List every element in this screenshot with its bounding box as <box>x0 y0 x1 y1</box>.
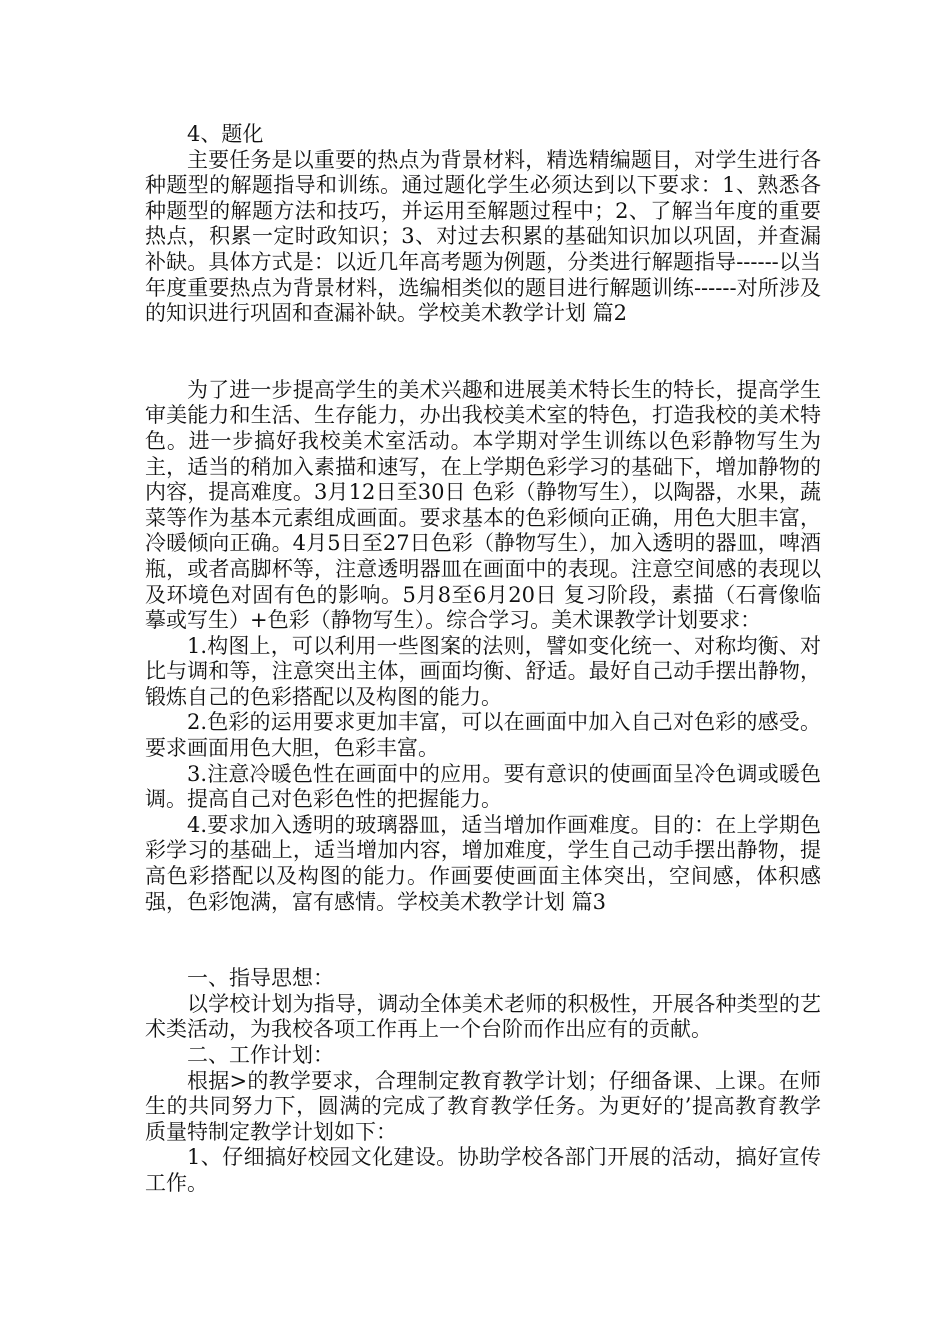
list-item-composition: 1.构图上，可以利用一些图案的法则，譬如变化统一、对称均衡、对比与调和等，注意突出主体，画面均衡、舒适。最好自己动手摆出静物，锻炼自己的色彩搭配以及构图的能力。 <box>145 633 821 709</box>
article-title-part-2: 学校美术教学计划 篇2 <box>418 301 628 326</box>
paragraph-tihua-body <box>145 148 821 327</box>
section-heading-guiding-thought: 一、指导思想： <box>187 966 334 991</box>
section-heading-tihua: 4、题化 <box>187 122 264 146</box>
blank-lines <box>145 915 821 966</box>
blank-lines <box>145 327 821 378</box>
paragraph-text: 主要任务是以重要的热点为背景材料，精选精编题目，对学生进行各种题型的解题指导和训练。通过题化学生必须达到以下要求：1、熟悉各种题型的解题方法和技巧，并运用至解题过程中；2、了解当年度的重要热点，积累一定时政知识；3、对过去积累的基础知识加以巩固，并查漏补缺。具体方式是：以近几年高考题为例题，分类进行解题指导------以当年度重要热点为背景材料，选编相类似的题目进行解题训练------对所涉及的知识进行巩固和查漏补缺。 <box>145 147 821 326</box>
list-item-glassware <box>145 813 821 915</box>
paragraph-guiding-thought: 以学校计划为指导，调动全体美术老师的积极性，开展各种类型的艺术类活动，为我校各项工作再上一个台阶而作出应有的贡献。 <box>145 991 821 1042</box>
paragraph-art-intro: 为了进一步提高学生的美术兴趣和进展美术特长生的特长，提高学生审美能力和生活、生存能力，办出我校美术室的特色，打造我校的美术特色。进一步搞好我校美术室活动。本学期对学生训练以色彩静物写生为主，适当的稍加入素描和速写，在上学期色彩学习的基础下，增加静物的内容，提高难度。3月12日至30日 色彩（静物写生），以陶器，水果，蔬菜等作为基本元素组成画面。要求基本的色彩倾向正确，用色大胆丰富，冷暖倾向正确。4月5日至27日色彩（静物写生），加入透明的器皿，啤酒瓶，或者高脚杯等，注意透明器皿在画面中的表现。注意空间感的表现以及环境色对固有色的影响。5月8至6月20日 复习阶段，素描（石膏像临摹或写生）+色彩（静物写生）。综合学习。美术课教学计划要求： <box>145 377 821 633</box>
list-item-warm-cool: 3.注意冷暖色性在画面中的应用。要有意识的使画面呈冷色调或暖色调。提高自己对色彩色性的把握能力。 <box>145 761 821 812</box>
list-item-color-usage: 2.色彩的运用要求更加丰富，可以在画面中加入自己对色彩的感受。要求画面用色大胆，色彩丰富。 <box>145 710 821 761</box>
paragraph-campus-culture: 1、仔细搞好校园文化建设。协助学校各部门开展的活动，搞好宣传工作。 <box>145 1145 821 1195</box>
section-heading-work-plan: 二、工作计划： <box>187 1043 334 1067</box>
document-page <box>145 122 821 1197</box>
paragraph-work-plan: 根据>的教学要求，合理制定教育教学计划；仔细备课、上课。在师生的共同努力下，圆满的完成了教育教学任务。为更好的’提高教育教学质量特制定教学计划如下： <box>145 1068 821 1144</box>
article-title-part-3: 学校美术教学计划 篇3 <box>397 889 607 914</box>
paragraph-text: 4.要求加入透明的玻璃器皿，适当增加作画难度。目的：在上学期色彩学习的基础上，适当增加内容，增加难度，学生自己动手摆出静物，提高色彩搭配以及构图的能力。作画要使画面主体突出，空间感，体积感强，色彩饱满，富有感情。 <box>145 812 821 914</box>
